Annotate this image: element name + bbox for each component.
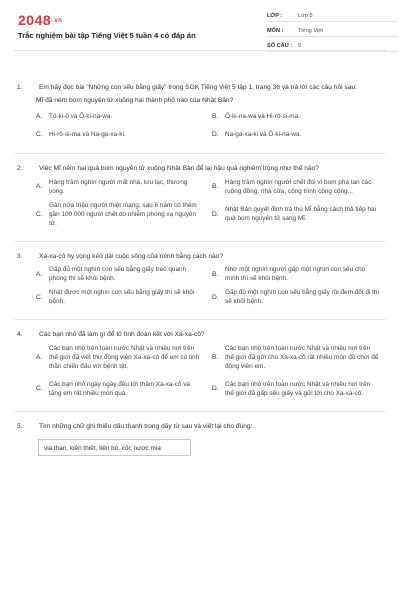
option-text: Nhật được một nghìn con sếu bằng giấy thì sẽ khỏi bệnh. xyxy=(49,289,195,306)
option-text: Gấp đủ một nghìn con sếu bằng giấy treo quanh phòng thì sẽ khỏi bệnh. xyxy=(49,266,187,283)
question-list xyxy=(14,51,386,456)
option-text: Gấp đủ một nghìn con sếu bằng giấy rồi đem đốt đi thì sẽ khỏi bệnh. xyxy=(225,289,380,306)
option-b[interactable] xyxy=(212,344,384,371)
question-number: 3. xyxy=(17,252,23,260)
option-letter: B. xyxy=(212,270,219,278)
option-text: Ô-ki-na-wa và Hi-rô-si-ma. xyxy=(225,113,300,121)
logo-main: 2048 xyxy=(18,12,52,28)
meta-row-subject xyxy=(267,25,398,37)
question-number: 2. xyxy=(17,165,23,173)
question-number: 4. xyxy=(17,331,23,339)
question-text: Việc Mĩ ném hai quả bom nguyên tử xuống Nhật Bản để lại hậu quả nghiêm trọng như thế nào? xyxy=(39,165,319,173)
question-text: Xa-xa-cô hy vọng kéo dài cuộc sống của mình bằng cách nào? xyxy=(39,252,224,260)
question-number: 1. xyxy=(17,84,23,91)
option-letter: C. xyxy=(36,210,43,218)
logo-suffix: .vn xyxy=(52,18,63,25)
option-b[interactable] xyxy=(212,111,384,122)
question-4 xyxy=(14,330,386,397)
question-text: Em hãy đọc bài "Những con sếu bằng giấy" trong SGK Tiếng Việt 5 tập 1, trang 36 và trả lời các câu hỏi sau: xyxy=(39,84,357,91)
option-d[interactable] xyxy=(212,288,384,306)
meta-key: LỚP : xyxy=(267,12,283,19)
option-text: Các bạn nhỏ trên toàn nước Nhật và nhiều nơi trên thế giới đã gửi cho Xa-xa-cô rất nhiều món đồ chơi để động viên em. xyxy=(225,344,379,370)
option-d[interactable] xyxy=(212,380,384,398)
option-grid xyxy=(36,344,386,398)
meta-value: Tiếng Việt xyxy=(298,27,323,34)
option-text: Các bạn nhỏ ngày ngày đều tới thăm Xa-xa-cô và tặng em rất nhiều món quà. xyxy=(49,380,190,397)
option-c[interactable] xyxy=(36,201,208,228)
option-letter: D. xyxy=(212,131,219,139)
question-number: 5. xyxy=(17,422,23,430)
option-letter: B. xyxy=(212,183,219,191)
option-b[interactable] xyxy=(212,178,384,196)
option-text: Hàng trăm nghìn người mất nhà, lưu lạc, thương vong. xyxy=(49,178,188,195)
divider xyxy=(14,411,386,412)
option-letter: A. xyxy=(36,353,43,361)
answer-box[interactable]: via than, kiên thiêt, tiên bô, côc nươc mia xyxy=(38,439,191,456)
option-a[interactable] xyxy=(36,111,208,122)
option-letter: D. xyxy=(212,210,219,218)
option-letter: A. xyxy=(36,270,43,278)
option-letter: B. xyxy=(212,353,219,361)
option-letter: D. xyxy=(212,385,219,393)
option-letter: C. xyxy=(36,293,43,301)
page-title: Trắc nghiệm bài tập Tiếng Việt 5 tuần 4 có đáp án xyxy=(18,31,196,40)
site-logo[interactable] xyxy=(18,12,62,28)
option-text: Hi-rô-si-ma và Na-ga-xa-ki. xyxy=(49,131,126,139)
option-text: Các bạn nhỏ trên toàn nước Nhật và nhiều nơi trên thế giới đã gấp sếu giấy và gửi tới cho Xa-xa-cô. xyxy=(225,380,371,397)
option-c[interactable] xyxy=(36,288,208,306)
question-5 xyxy=(14,422,386,456)
option-a[interactable] xyxy=(36,265,208,283)
option-text: Hàng trăm nghìn người chết đói vì bom phá tan các ruộng đồng, nhà cửa, công trình công cộng,.. xyxy=(225,178,372,195)
meta-table xyxy=(267,10,398,55)
divider xyxy=(14,241,386,242)
option-grid xyxy=(36,265,386,306)
option-letter: A. xyxy=(36,183,43,191)
option-grid xyxy=(36,111,386,140)
option-letter: D. xyxy=(212,293,219,301)
option-text: Nhờ một nghìn người gấp một nghìn con sếu cho mình thì sẽ khỏi bệnh. xyxy=(225,266,366,283)
option-letter: B. xyxy=(212,113,219,121)
option-d[interactable] xyxy=(212,201,384,228)
option-text: Tô-ki-ô và Ô-ki-na-wa. xyxy=(49,113,113,121)
option-c[interactable] xyxy=(36,380,208,398)
divider xyxy=(14,319,386,320)
meta-row-class xyxy=(267,10,398,22)
option-b[interactable] xyxy=(212,265,384,283)
meta-key: SỐ CÂU : xyxy=(267,42,293,49)
question-3 xyxy=(14,252,386,306)
option-text: Gần nửa triệu người thiệt mạng, sau 6 năm có thêm gần 100 000 người chết do nhiễm phóng xạ nguyên tử. xyxy=(49,201,197,227)
option-c[interactable] xyxy=(36,129,208,140)
option-grid xyxy=(36,178,386,228)
option-text: Na-ga-xa-ki và Ô-ki-na-wa. xyxy=(225,131,302,139)
meta-value: 9 xyxy=(298,42,302,49)
question-subtext: Mĩ đã ném bom nguyên tử xuống hai thành phố nào của Nhật Bản? xyxy=(36,97,234,105)
option-a[interactable] xyxy=(36,344,208,371)
option-a[interactable] xyxy=(36,178,208,196)
meta-value: Lớp 5 xyxy=(298,12,313,19)
divider xyxy=(14,153,386,154)
option-letter: C. xyxy=(36,385,43,393)
question-2 xyxy=(14,164,386,227)
question-text: Các bạn nhỏ đã làm gì để tỏ tình đoàn kết với Xa-xa-cô? xyxy=(39,331,205,339)
question-text: Tìm những chữ ghi thiếu dấu thanh trong dãy từ sau và viết lại cho đúng: xyxy=(39,422,253,430)
option-d[interactable] xyxy=(212,129,384,140)
option-text: Nhật Bản quyết định trả thù Mĩ bằng cách thả tiếp hai quả bom nguyên tử sang Mĩ. xyxy=(225,206,376,223)
meta-row-count xyxy=(267,40,398,52)
option-text: Các bạn nhỏ trên toàn nước Nhật và nhiều nơi trên thế giới đã viết thư động viên Xa-xa-cô để em có tinh thần chiến đấu với bệnh tật. xyxy=(49,344,200,370)
meta-key: MÔN : xyxy=(267,27,284,34)
page-header xyxy=(14,0,386,51)
option-letter: C. xyxy=(36,131,43,139)
option-letter: A. xyxy=(36,113,43,121)
question-1 xyxy=(14,83,386,140)
